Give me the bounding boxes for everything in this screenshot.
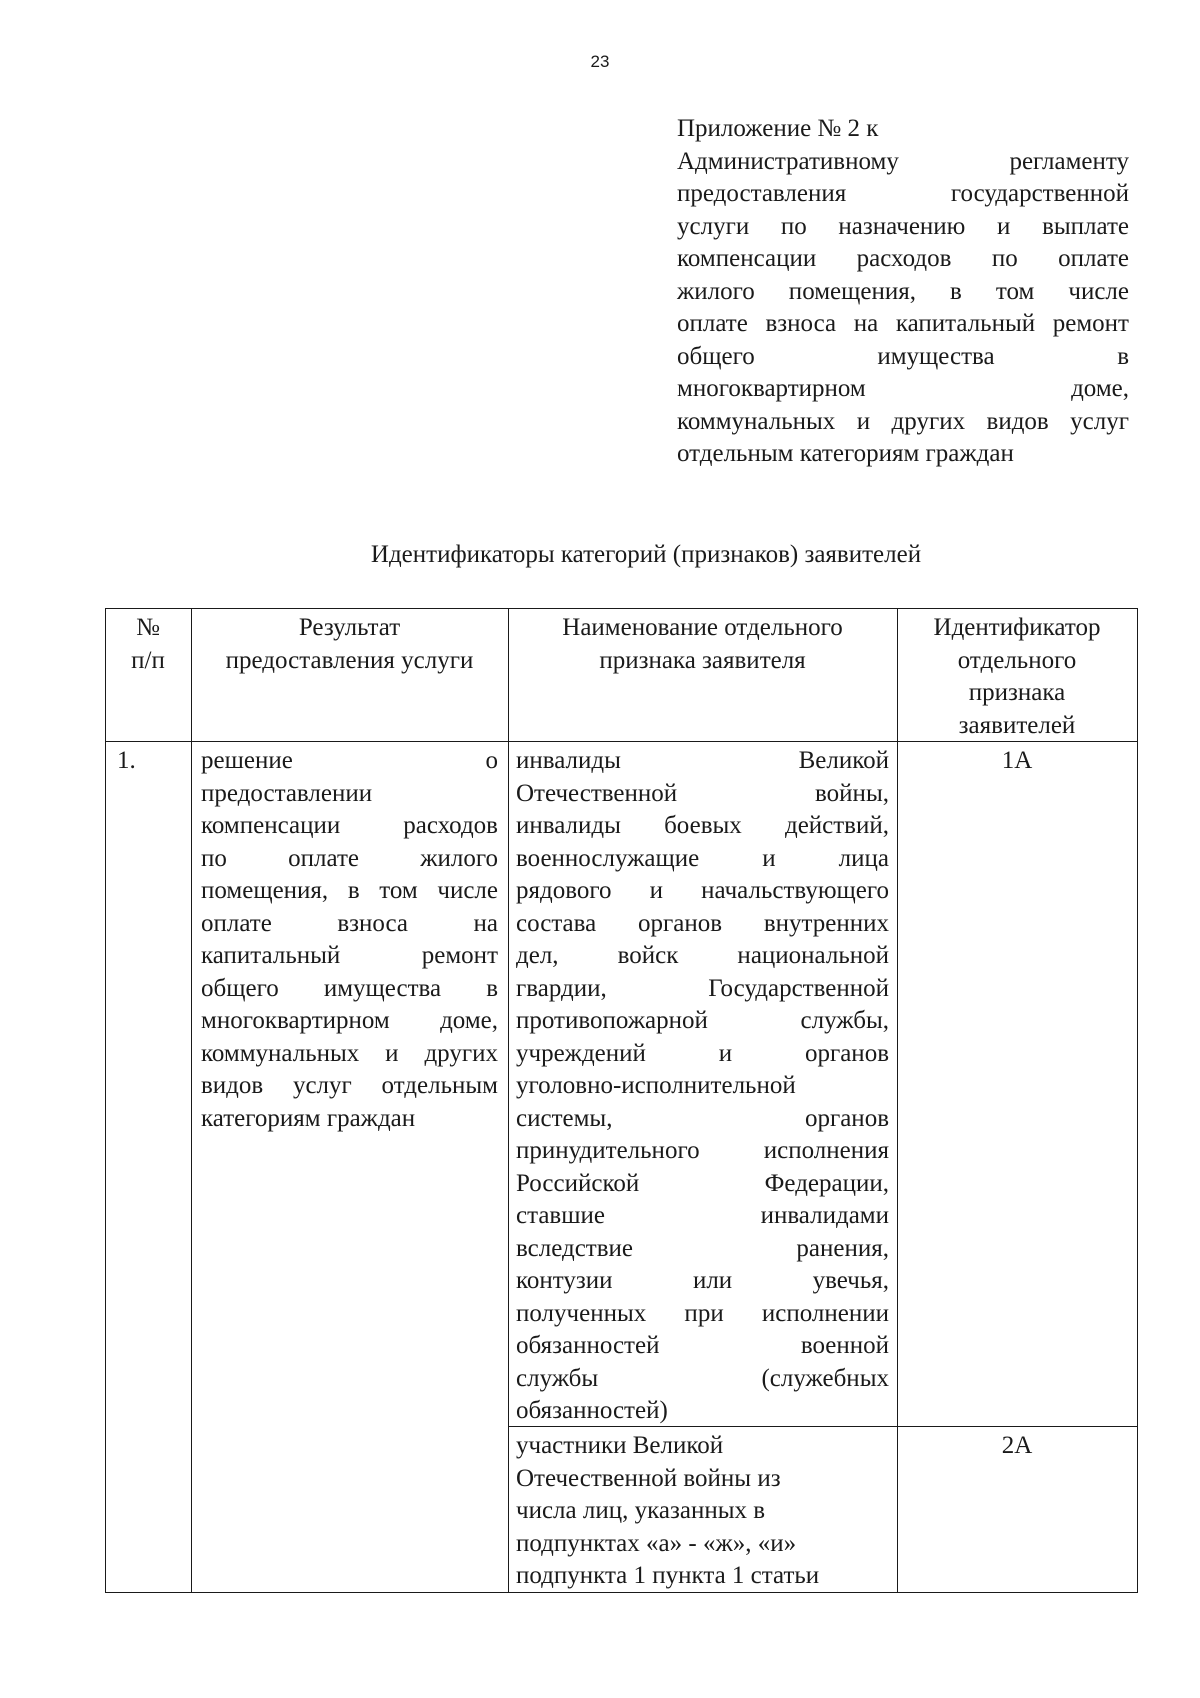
attribute-line: подпункта 1 пункта 1 статьи — [516, 1562, 820, 1589]
attribute-cell-2 — [516, 1430, 889, 1593]
result-line: капитальный ремонт — [201, 942, 498, 969]
result-cell — [201, 745, 498, 1135]
appendix-line: услуги по назначению и выплате — [677, 212, 1129, 240]
attribute-line: состава органов внутренних — [516, 909, 889, 937]
table-border — [191, 608, 192, 1593]
attribute-line: системы, органов — [516, 1104, 889, 1132]
page-number: 23 — [590, 52, 610, 71]
row-number — [117, 745, 187, 778]
header-line: п/п — [131, 646, 165, 674]
appendix-line: оплате взноса на капитальный ремонт — [677, 310, 1129, 337]
result-line: компенсации расходов — [201, 812, 498, 839]
appendix-line: компенсации расходов по оплате — [677, 245, 1129, 272]
attribute-cell-1 — [516, 745, 889, 1428]
header-line: заявителей — [958, 711, 1076, 739]
attribute-line: вследствие ранения, — [516, 1234, 889, 1262]
identifier-code: 1А — [1001, 747, 1033, 774]
attribute-line: обязанностей) — [516, 1397, 668, 1424]
attribute-line: принудительного исполнения — [516, 1137, 889, 1164]
header-line: признака заявителя — [599, 646, 806, 674]
attribute-line: полученных при исполнении — [516, 1299, 889, 1327]
table-border — [105, 608, 106, 1593]
result-line: видов услуг отдельным — [201, 1072, 498, 1099]
attribute-line: уголовно-исполнительной — [516, 1072, 796, 1099]
identifier-cell-1 — [897, 745, 1137, 778]
result-line: предоставлении — [201, 779, 373, 807]
appendix-line: Приложение № 2 к — [677, 115, 879, 142]
attribute-line: Отечественной войны, — [516, 779, 889, 807]
identifiers-table — [105, 608, 1138, 1593]
result-line: помещения, в том числе — [201, 877, 498, 904]
result-line: категориям граждан — [201, 1104, 416, 1132]
header-number — [105, 612, 191, 677]
header-line: Наименование отдельного — [562, 614, 843, 641]
appendix-line: коммунальных и других видов услуг — [677, 407, 1129, 435]
header-line: Результат — [298, 614, 401, 641]
attribute-line: рядового и начальствующего — [516, 877, 889, 904]
attribute-line: Отечественной войны из — [516, 1464, 781, 1492]
result-line: многоквартирном доме, — [201, 1007, 498, 1034]
attribute-line: службы (служебных — [516, 1364, 889, 1392]
appendix-line: многоквартирном доме, — [677, 375, 1129, 402]
header-line: предоставления услуги — [225, 646, 474, 674]
appendix-heading — [677, 113, 1129, 471]
header-line: Идентификатор — [933, 614, 1101, 641]
attribute-line: противопожарной службы, — [516, 1007, 889, 1034]
attribute-line: военнослужащие и лица — [516, 844, 889, 872]
document-title: Идентификаторы категорий (признаков) заявителей — [370, 541, 922, 568]
header-line: отдельного — [957, 646, 1077, 674]
result-line: общего имущества в — [201, 974, 498, 1002]
identifier-cell-2 — [897, 1430, 1137, 1463]
header-result — [191, 612, 508, 677]
attribute-line: обязанностей военной — [516, 1332, 889, 1359]
table-border — [508, 608, 509, 1593]
result-line: коммунальных и других — [201, 1039, 498, 1067]
header-attribute — [508, 612, 897, 677]
attribute-line: инвалиды боевых действий, — [516, 812, 889, 839]
attribute-line: подпунктах «а» - «ж», «и» — [516, 1529, 797, 1557]
appendix-line: Административному регламенту — [677, 147, 1129, 175]
row-number-text: 1. — [117, 747, 136, 774]
attribute-line: контузии или увечья, — [516, 1267, 889, 1294]
appendix-line: предоставления государственной — [677, 180, 1129, 207]
table-border — [1137, 608, 1138, 1593]
appendix-line: отдельным категориям граждан — [677, 440, 1014, 467]
attribute-line: участники Великой — [516, 1432, 724, 1459]
identifier-code: 2А — [1001, 1432, 1033, 1459]
attribute-line: учреждений и органов — [516, 1039, 889, 1067]
table-border — [105, 608, 1138, 609]
attribute-line: Российской Федерации, — [516, 1169, 889, 1197]
header-line: № — [136, 614, 160, 641]
header-identifier — [897, 612, 1137, 742]
attribute-line: ставшие инвалидами — [516, 1202, 889, 1229]
attribute-line: гвардии, Государственной — [516, 974, 889, 1002]
result-line: решение о — [201, 747, 498, 774]
attribute-line: числа лиц, указанных в — [516, 1497, 766, 1524]
attribute-line: дел, войск национальной — [516, 942, 889, 969]
header-line: признака — [968, 679, 1066, 706]
appendix-line: общего имущества в — [677, 342, 1129, 370]
result-line: оплате взноса на — [201, 909, 498, 937]
result-line: по оплате жилого — [201, 844, 498, 872]
appendix-line: жилого помещения, в том числе — [677, 277, 1129, 305]
attribute-line: инвалиды Великой — [516, 747, 889, 774]
